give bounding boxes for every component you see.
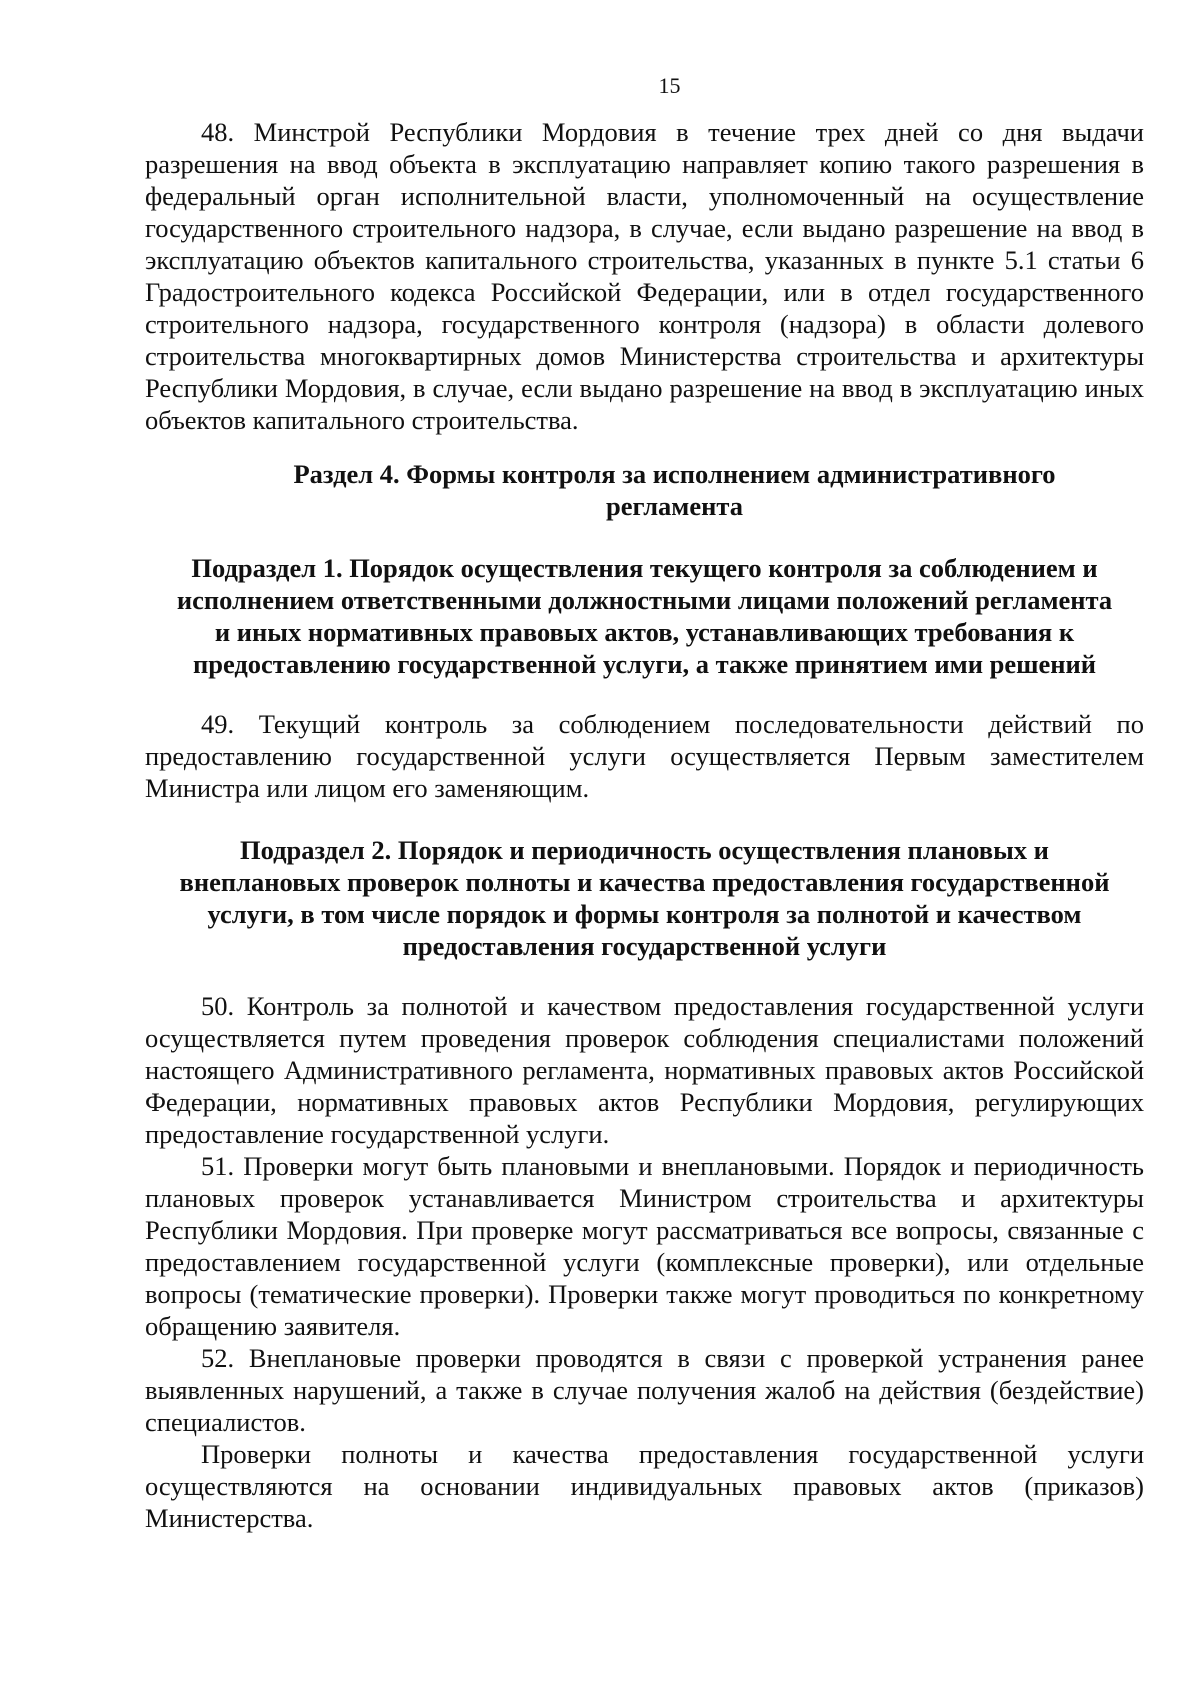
paragraph-52: 52. Внеплановые проверки проводятся в связи с проверкой устранения ранее выявленных нарушений, а также в случае получения жалоб на действия (бездействие) специалистов. [145,1343,1144,1437]
subsection-2-heading-line-3: услуги, в том числе порядок и формы контроля за полнотой и качеством [207,899,1082,929]
subsection-2-heading-line-4: предоставления государственной услуги [402,931,887,961]
paragraph-48: 48. Минстрой Республики Мордовия в течение трех дней со дня выдачи разрешения на ввод объекта в эксплуатацию направляет копию такого разрешения в федеральный орган исполнительной власти, уполномоченный на осуществление государственного строительного надзора, в случае, если выдано разрешение на ввод в эксплуатацию объектов капитального строительства, указанных в пункте 5.1 статьи 6 Градостроительного кодекса Российской Федерации, или в отдел государственного строительного надзора, государственного контроля (надзора) в области долевого строительства многоквартирных домов Министерства строительства и архитектуры Республики Мордовия, в случае, если выдано разрешение на ввод в эксплуатацию иных объектов капитального строительства. [145,117,1144,435]
subsection-1-heading [145,552,1144,680]
paragraph-50: 50. Контроль за полнотой и качеством предоставления государственной услуги осуществляется путем проведения проверок соблюдения специалистами положений настоящего Административного регламента, нормативных правовых актов Российской Федерации, нормативных правовых актов Республики Мордовия, регулирующих предоставление государственной услуги. [145,991,1144,1149]
subsection-1-heading-line-3: и иных нормативных правовых актов, устанавливающих требования к [214,617,1075,647]
section-4-heading [145,458,1144,522]
page-number: 15 [658,73,681,98]
paragraph-49: 49. Текущий контроль за соблюдением последовательности действий по предоставлению государственной услуги осуществляется Первым заместителем Министра или лицом его заменяющим. [145,709,1144,803]
subsection-2-heading-line-1: Подраздел 2. Порядок и периодичность осуществления плановых и [240,835,1049,865]
subsection-1-heading-line-4: предоставлению государственной услуги, а также принятием ими решений [192,649,1097,679]
paragraph-51: 51. Проверки могут быть плановыми и внеплановыми. Порядок и периодичность плановых проверок устанавливается Министром строительства и архитектуры Республики Мордовия. При проверке могут рассматриваться все вопросы, связанные с предоставлением государственной услуги (комплексные проверки), или отдельные вопросы (тематические проверки). Проверки также могут проводиться по конкретному обращению заявителя. [145,1151,1144,1341]
subsection-1-heading-line-1: Подраздел 1. Порядок осуществления текущего контроля за соблюдением и [191,553,1098,583]
subsection-1-heading-line-2: исполнением ответственными должностными лицами положений регламента [176,585,1113,615]
subsection-2-heading [145,834,1144,962]
subsection-2-heading-line-2: внеплановых проверок полноты и качества предоставления государственной [179,867,1110,897]
paragraph-52-continuation: Проверки полноты и качества предоставления государственной услуги осуществляются на основании индивидуальных правовых актов (приказов) Министерства. [145,1439,1144,1533]
section-4-heading-line-2: регламента [606,491,743,521]
section-4-heading-line-1: Раздел 4. Формы контроля за исполнением административного [293,459,1056,489]
